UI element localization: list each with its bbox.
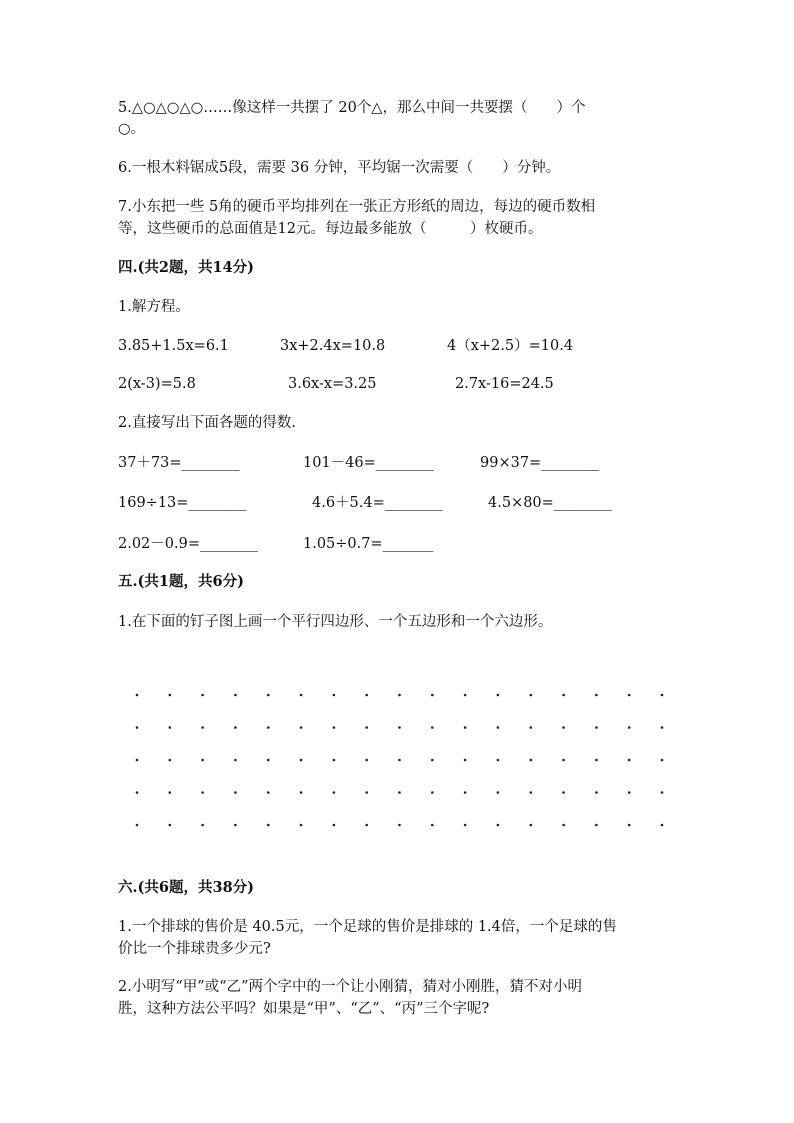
- nail-dot: [234, 726, 237, 729]
- s6-p2-line2: 胜，这种方法公平吗？如果是“甲”、“乙”、“丙”三个字呢?: [118, 1001, 490, 1017]
- nail-dot: [530, 759, 533, 762]
- nail-dot: [169, 759, 172, 762]
- nail-dot: [234, 759, 237, 762]
- q5-line1: 5.△○△○△○……像这样一共摆了 20个△，那么中间一共要摆（ ）个: [118, 100, 586, 116]
- nail-dot: [398, 759, 401, 762]
- nail-dot: [497, 791, 500, 794]
- nail-dot: [333, 694, 336, 697]
- nail-dot: [201, 824, 204, 827]
- equation: 3.6x-x=3.25: [288, 376, 377, 392]
- nail-dot: [464, 759, 467, 762]
- nail-dot: [234, 824, 237, 827]
- equation: 3.85+1.5x=6.1: [118, 338, 229, 354]
- equation: 2(x-3)=5.8: [118, 376, 196, 392]
- nail-dot: [169, 726, 172, 729]
- nail-dot: [595, 791, 598, 794]
- nail-dot: [300, 726, 303, 729]
- nail-dot: [333, 791, 336, 794]
- calc-item: 2.02－0.9=________: [118, 536, 258, 552]
- nail-dot: [267, 791, 270, 794]
- nail-dot: [661, 824, 664, 827]
- s6-p2-line1: 2.小明写“甲”或“乙”两个字中的一个让小刚猜，猜对小刚胜，猜不对小明: [118, 979, 582, 995]
- nail-dot: [595, 824, 598, 827]
- nail-dot: [267, 726, 270, 729]
- nail-dot: [201, 759, 204, 762]
- equation: 3x+2.4x=10.8: [280, 338, 386, 354]
- nail-dot: [530, 824, 533, 827]
- q7-line2: 等，这些硬币的总面值是12元。每边最多能放（ ）枚硬币。: [118, 221, 543, 237]
- nail-dot: [431, 694, 434, 697]
- nail-dot: [365, 694, 368, 697]
- nail-dot: [398, 694, 401, 697]
- calc-item: 99×37=________: [480, 455, 600, 471]
- s6-p1-line1: 1.一个排球的售价是 40.5元，一个足球的售价是排球的 1.4倍，一个足球的售: [118, 919, 617, 935]
- nail-dot: [431, 791, 434, 794]
- nail-dot: [628, 726, 631, 729]
- nail-dot: [201, 791, 204, 794]
- nail-dot: [136, 759, 139, 762]
- nail-dot: [628, 759, 631, 762]
- nail-dot: [431, 759, 434, 762]
- nail-dot: [267, 694, 270, 697]
- nail-dot: [333, 759, 336, 762]
- section6-heading: 六.(共6题，共38分): [118, 879, 255, 896]
- nail-dot: [464, 824, 467, 827]
- nail-dot: [169, 824, 172, 827]
- nail-dot: [628, 791, 631, 794]
- nail-dot: [300, 759, 303, 762]
- calc-item: 4.6＋5.4=________: [312, 495, 443, 511]
- nail-dot: [562, 694, 565, 697]
- nail-dot: [333, 824, 336, 827]
- nail-dot: [562, 824, 565, 827]
- nail-dot: [530, 694, 533, 697]
- nail-dot: [628, 824, 631, 827]
- calc-item: 169÷13=________: [118, 495, 247, 511]
- nail-dot: [464, 726, 467, 729]
- s6-p1-line2: 价比一个排球贵多少元?: [118, 941, 271, 957]
- nail-dot: [136, 791, 139, 794]
- nail-dot: [234, 791, 237, 794]
- equation: 2.7x-16=24.5: [455, 376, 554, 392]
- equation: 4（x+2.5）=10.4: [447, 338, 574, 354]
- nail-dot: [562, 759, 565, 762]
- nail-dot: [497, 824, 500, 827]
- nail-dot: [595, 759, 598, 762]
- q5-line2: ○。: [118, 121, 146, 137]
- nail-dot: [267, 824, 270, 827]
- nail-dot: [595, 726, 598, 729]
- calc-item: 101－46=________: [303, 455, 434, 471]
- nail-dot: [201, 694, 204, 697]
- calc-item: 4.5×80=________: [488, 495, 612, 511]
- s5-p1-text: 1.在下面的钉子图上画一个平行四边形、一个五边形和一个六边形。: [118, 614, 553, 630]
- q7-line1: 7.小东把一些 5角的硬币平均排列在一张正方形纸的周边，每边的硬币数相: [118, 199, 596, 215]
- nail-dot: [267, 759, 270, 762]
- nail-dot: [661, 791, 664, 794]
- nail-dot: [365, 824, 368, 827]
- nail-dot: [398, 824, 401, 827]
- s4-p1-title: 1.解方程。: [118, 299, 190, 315]
- nail-dot: [530, 726, 533, 729]
- nail-dot: [333, 726, 336, 729]
- nail-dot: [431, 726, 434, 729]
- calc-item: 1.05÷0.7=_______: [303, 536, 434, 552]
- nail-dot: [136, 694, 139, 697]
- nail-dot: [497, 726, 500, 729]
- nail-dot: [530, 791, 533, 794]
- nail-dot: [628, 694, 631, 697]
- nail-dot: [497, 694, 500, 697]
- nail-dot: [300, 694, 303, 697]
- nail-dot: [562, 791, 565, 794]
- nail-dot: [562, 726, 565, 729]
- q6-text: 6.一根木料锯成5段，需要 36 分钟，平均锯一次需要（ ）分钟。: [118, 160, 561, 176]
- nail-dot: [234, 694, 237, 697]
- s4-p2-title: 2.直接写出下面各题的得数.: [118, 415, 296, 431]
- nail-dot: [365, 726, 368, 729]
- nail-dot: [300, 791, 303, 794]
- nail-dot: [300, 824, 303, 827]
- section4-heading: 四.(共2题，共14分): [118, 259, 255, 276]
- nail-dot: [497, 759, 500, 762]
- nail-dot: [169, 694, 172, 697]
- nail-dot: [661, 726, 664, 729]
- nail-dot: [365, 791, 368, 794]
- nail-dot: [431, 824, 434, 827]
- nail-dot: [661, 759, 664, 762]
- nail-dot: [464, 791, 467, 794]
- nail-dot: [136, 824, 139, 827]
- nail-dot: [201, 726, 204, 729]
- nail-dot: [136, 726, 139, 729]
- nail-dot: [595, 694, 598, 697]
- nail-dot: [661, 694, 664, 697]
- nail-dot: [464, 694, 467, 697]
- nail-dot: [365, 759, 368, 762]
- nail-dot: [169, 791, 172, 794]
- section5-heading: 五.(共1题，共6分): [118, 573, 244, 590]
- calc-item: 37＋73=________: [118, 455, 240, 471]
- nail-dot: [398, 791, 401, 794]
- nail-dot: [398, 726, 401, 729]
